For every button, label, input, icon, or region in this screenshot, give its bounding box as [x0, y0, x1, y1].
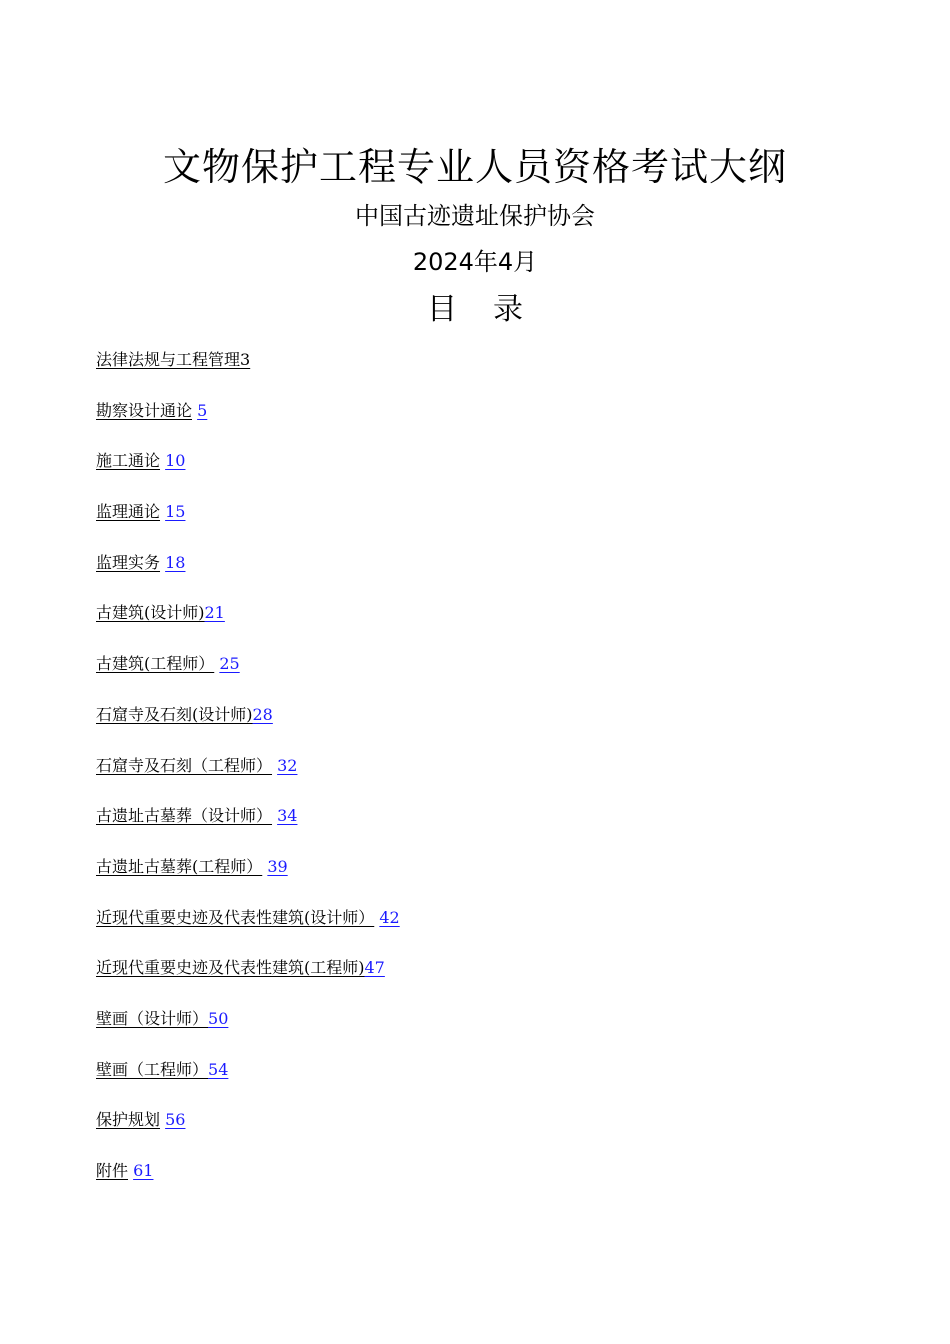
toc-entry-title[interactable]: 勘察设计通论: [96, 400, 193, 420]
toc-entry-title[interactable]: 保护规划: [96, 1110, 161, 1130]
toc-entry[interactable]: [96, 804, 400, 855]
toc-entry[interactable]: [96, 855, 400, 906]
toc-entry-title[interactable]: 近现代重要史迹及代表性建筑(工程师): [96, 958, 365, 978]
toc-entry[interactable]: [96, 652, 400, 703]
toc-entry[interactable]: [96, 399, 400, 450]
toc-entry[interactable]: [96, 703, 400, 754]
toc-entry-page[interactable]: 3: [240, 350, 251, 369]
toc-entry[interactable]: [96, 449, 400, 500]
document-title: 文物保护工程专业人员资格考试大纲: [162, 145, 787, 189]
toc-entry-title[interactable]: 石窟寺及石刻（工程师）: [96, 755, 273, 775]
toc-entry[interactable]: [96, 551, 400, 602]
toc-entry-title[interactable]: 监理实务: [96, 552, 161, 572]
toc-entry-title[interactable]: 附件: [96, 1161, 129, 1180]
toc-heading: 目录: [427, 292, 559, 327]
document-date: 2024年4月: [412, 248, 538, 276]
toc-entry-page[interactable]: 28: [252, 704, 273, 724]
toc-entry-page[interactable]: 50: [208, 1008, 229, 1028]
toc-entry[interactable]: [96, 1108, 400, 1159]
toc-entry-title[interactable]: 壁画（设计师）: [96, 1008, 209, 1028]
toc-entry-page[interactable]: 25: [219, 654, 240, 674]
toc-entry[interactable]: [96, 1159, 400, 1210]
toc-entry-page[interactable]: 34: [277, 806, 298, 826]
toc-entry-page[interactable]: 32: [277, 755, 298, 775]
toc-entry-page[interactable]: 5: [197, 400, 208, 420]
toc-entry[interactable]: [96, 348, 400, 399]
toc-entry-page[interactable]: 42: [379, 907, 400, 927]
toc-entry[interactable]: [96, 1058, 400, 1109]
toc-entry-page[interactable]: 15: [165, 502, 186, 522]
organization-name: 中国古迹遗址保护协会: [355, 202, 595, 230]
toc-entry[interactable]: [96, 906, 400, 957]
toc-entry-title[interactable]: 石窟寺及石刻(设计师): [96, 704, 253, 724]
toc-entry-title[interactable]: 近现代重要史迹及代表性建筑(设计师）: [96, 907, 375, 927]
toc-entry-page[interactable]: 10: [165, 451, 186, 471]
toc-entry-title[interactable]: 壁画（工程师）: [96, 1059, 209, 1079]
toc-entry-title[interactable]: 古建筑(设计师): [96, 603, 205, 623]
toc-entry-page[interactable]: 56: [165, 1110, 186, 1130]
toc-entry-page[interactable]: 21: [204, 603, 225, 623]
toc-entry[interactable]: [96, 754, 400, 805]
table-of-contents: [96, 348, 400, 1210]
toc-entry-title[interactable]: 古建筑(工程师）: [96, 654, 215, 674]
toc-entry-title[interactable]: 施工通论: [96, 451, 161, 471]
toc-entry-page[interactable]: 39: [267, 856, 288, 876]
toc-entry-page[interactable]: 61: [133, 1161, 154, 1180]
toc-entry-title[interactable]: 古遗址古墓葬(工程师）: [96, 856, 263, 876]
toc-entry-title[interactable]: 监理通论: [96, 502, 161, 522]
toc-entry[interactable]: [96, 956, 400, 1007]
toc-entry-page[interactable]: 54: [208, 1059, 229, 1079]
toc-entry[interactable]: [96, 1007, 400, 1058]
toc-entry-title[interactable]: 古遗址古墓葬（设计师）: [96, 806, 273, 826]
toc-entry-title[interactable]: 法律法规与工程管理: [96, 350, 241, 369]
toc-entry[interactable]: [96, 500, 400, 551]
toc-entry[interactable]: [96, 601, 400, 652]
toc-entry-page[interactable]: 47: [364, 958, 385, 978]
toc-entry-page[interactable]: 18: [165, 552, 186, 572]
